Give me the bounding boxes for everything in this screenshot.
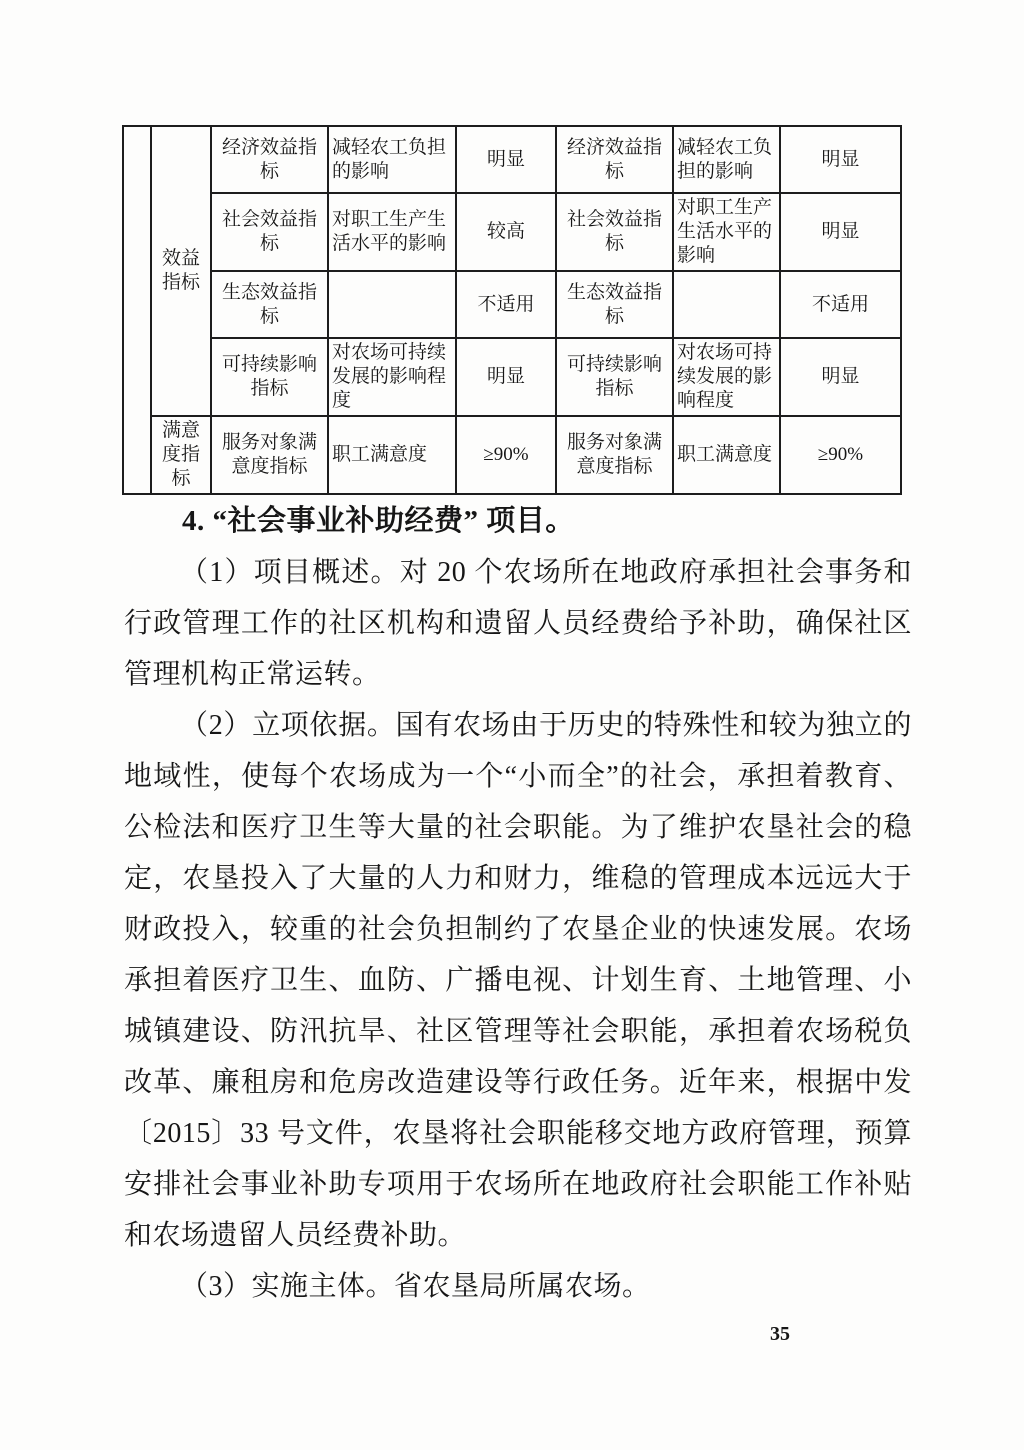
- table-cell-indicator: 可持续影响指标: [556, 338, 673, 416]
- table-cell-indicator: 社会效益指标: [556, 193, 673, 271]
- table-cell-value: 明显: [780, 193, 901, 271]
- table-cell-indicator: 生态效益指标: [556, 271, 673, 338]
- table-cell-value: 明显: [456, 338, 556, 416]
- table-cell-indicator: 服务对象满意度指标: [556, 416, 673, 494]
- table-row: [123, 126, 901, 193]
- table-cell-value: 明显: [456, 126, 556, 193]
- table-cell-indicator: 经济效益指标: [556, 126, 673, 193]
- table-cell-measure: 职工满意度: [673, 416, 780, 494]
- table-cell-value: 不适用: [456, 271, 556, 338]
- table-cell-value: 明显: [780, 338, 901, 416]
- section-heading: 4. “社会事业补助经费” 项目。: [182, 505, 575, 537]
- table-cell-measure: 对职工生产生活水平的影响: [673, 193, 780, 271]
- table-cell-indicator: 可持续影响指标: [211, 338, 328, 416]
- table-cell-measure: 对农场可持续发展的影响程度: [673, 338, 780, 416]
- table-row: [123, 193, 901, 271]
- table-row: [123, 271, 901, 338]
- indicator-table: [122, 125, 902, 495]
- table-cell-indicator: 服务对象满意度指标: [211, 416, 328, 494]
- table-cell-left-stub: [123, 126, 151, 494]
- table-row: [123, 338, 901, 416]
- table-cell-value: ≥90%: [456, 416, 556, 494]
- table-cell-value: 不适用: [780, 271, 901, 338]
- table-cell-measure: [673, 271, 780, 338]
- table-cell-value: 明显: [780, 126, 901, 193]
- table-cell-measure: 职工满意度: [328, 416, 456, 494]
- table-cell-measure: 对农场可持续发展的影响程度: [328, 338, 456, 416]
- table-cell-measure: 减轻农工负担的影响: [673, 126, 780, 193]
- page-number: 35: [770, 1323, 790, 1345]
- paragraph-project-basis: （2）立项依据。国有农场由于历史的特殊性和较为独立的地域性，使每个农场成为一个“小而全”的社会，承担着教育、公检法和医疗卫生等大量的社会职能。为了维护农垦社会的稳定，农垦投入了大量的人力和财力，维稳的管理成本远远大于财政投入，较重的社会负担制约了农垦企业的快速发展。农场承担着医疗卫生、血防、广播电视、计划生育、土地管理、小城镇建设、防汛抗旱、社区管理等社会职能，承担着农场税负改革、廉租房和危房改造建设等行政任务。近年来，根据中发〔2015〕33 号文件，农垦将社会职能移交地方政府管理，预算安排社会事业补助专项用于农场所在地政府社会职能工作补贴和农场遗留人员经费补助。: [124, 710, 912, 1251]
- table-group-satisfaction-indicators: 满意度指标: [151, 416, 211, 494]
- table-row: [123, 416, 901, 494]
- body-text: [124, 496, 912, 1312]
- table-cell-value: ≥90%: [780, 416, 901, 494]
- table-cell-measure: 减轻农工负担的影响: [328, 126, 456, 193]
- paragraph-project-overview: （1）项目概述。对 20 个农场所在地政府承担社会事务和行政管理工作的社区机构和遗留人员经费给予补助，确保社区管理机构正常运转。: [124, 557, 912, 690]
- table-cell-indicator: 经济效益指标: [211, 126, 328, 193]
- paragraph-implementing-body: （3）实施主体。省农垦局所属农场。: [180, 1271, 651, 1302]
- table-cell-indicator: 生态效益指标: [211, 271, 328, 338]
- table-cell-indicator: 社会效益指标: [211, 193, 328, 271]
- table-cell-value: 较高: [456, 193, 556, 271]
- table-group-benefit-indicators: 效益指标: [151, 126, 211, 416]
- table-cell-measure: [328, 271, 456, 338]
- table-cell-measure: 对职工生产生活水平的影响: [328, 193, 456, 271]
